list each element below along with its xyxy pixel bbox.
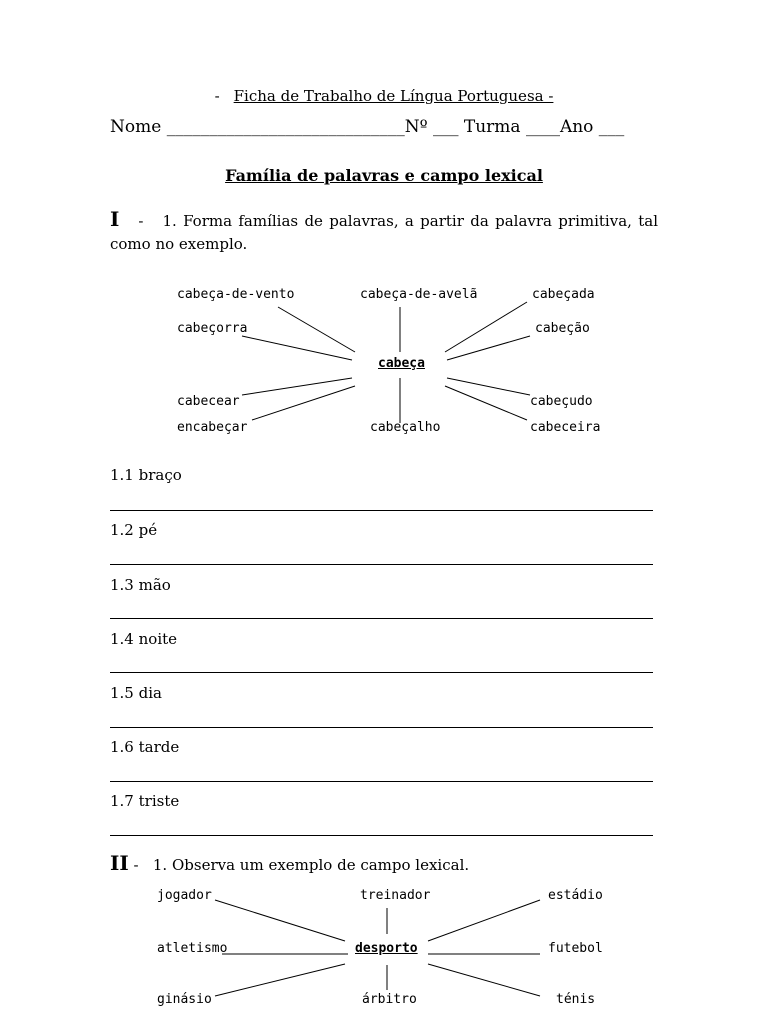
connector-line bbox=[242, 336, 352, 360]
diagram1-word: encabeçar bbox=[177, 420, 248, 435]
exercise-item: 1.6 tarde bbox=[110, 738, 180, 756]
diagram2-word: ténis bbox=[556, 992, 596, 1007]
answer-line[interactable] bbox=[110, 781, 653, 782]
diagram1-word: cabeçorra bbox=[177, 321, 248, 336]
diagram1-word: cabeça-de-vento bbox=[177, 287, 295, 302]
section2-instruction-block bbox=[110, 851, 469, 875]
section1-dash: - bbox=[138, 212, 144, 230]
exercise-item: 1.3 mão bbox=[110, 576, 171, 594]
diagram1-word: cabeça-de-avelã bbox=[360, 287, 478, 302]
diagram1-word: cabecear bbox=[177, 394, 240, 409]
connector-line bbox=[428, 964, 540, 996]
answer-line[interactable] bbox=[110, 727, 653, 728]
connector-line bbox=[215, 964, 345, 996]
diagram1-word: cabeção bbox=[535, 321, 590, 336]
connector-line bbox=[445, 386, 527, 420]
diagram2-word: futebol bbox=[548, 941, 603, 956]
diagram1-center-word: cabeça bbox=[378, 356, 425, 371]
diagram1-word: cabeçada bbox=[532, 287, 595, 302]
connector-line bbox=[445, 302, 527, 352]
section2-dash: - bbox=[133, 856, 139, 874]
section1-roman: I bbox=[110, 207, 120, 231]
diagram1-word: cabeçalho bbox=[370, 420, 441, 435]
connector-line bbox=[278, 307, 355, 352]
diagram2-word: jogador bbox=[157, 888, 212, 903]
diagram2-word: ginásio bbox=[157, 992, 212, 1007]
diagram2-word: árbitro bbox=[362, 992, 417, 1007]
exercise-item: 1.5 dia bbox=[110, 684, 162, 702]
exercise-item: 1.1 braço bbox=[110, 466, 182, 484]
header-title: Ficha de Trabalho de Língua Portuguesa - bbox=[233, 87, 554, 105]
answer-line[interactable] bbox=[110, 510, 653, 511]
connector-line bbox=[428, 900, 540, 941]
exercise-item: 1.2 pé bbox=[110, 521, 158, 539]
diagram2-word: atletismo bbox=[157, 941, 228, 956]
answer-line[interactable] bbox=[110, 672, 653, 673]
section2-roman: II bbox=[110, 851, 129, 875]
exercise-item: 1.4 noite bbox=[110, 630, 178, 648]
answer-line[interactable] bbox=[110, 618, 653, 619]
page-title: Família de palavras e campo lexical bbox=[225, 166, 543, 185]
diagram2-word: treinador bbox=[360, 888, 431, 903]
answer-line[interactable] bbox=[110, 564, 653, 565]
header-dash: - bbox=[214, 87, 220, 105]
student-info-line: Nome ____________________________Nº ___ Turma ____Ano ___ bbox=[110, 117, 625, 137]
section2-instruction: 1. Observa um exemplo de campo lexical. bbox=[152, 856, 470, 874]
section1-instruction: 1. Forma famílias de palavras, a partir da palavra primitiva, tal como no exemplo. bbox=[110, 212, 658, 253]
diagram1-word: cabeceira bbox=[530, 420, 601, 435]
exercise-item: 1.7 triste bbox=[110, 792, 180, 810]
answer-line[interactable] bbox=[110, 835, 653, 836]
connector-line bbox=[215, 900, 345, 941]
diagram2-word: estádio bbox=[548, 888, 603, 903]
connector-line bbox=[447, 336, 530, 360]
diagram1-word: cabeçudo bbox=[530, 394, 593, 409]
diagram2-center-word: desporto bbox=[355, 941, 418, 956]
